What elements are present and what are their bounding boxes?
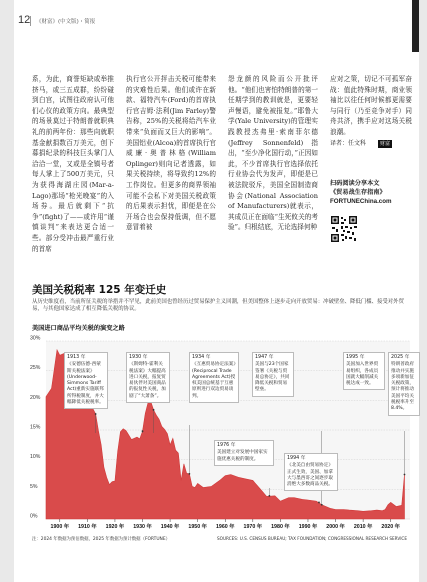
x-tick-label: 1900 年 <box>50 524 70 530</box>
annotation-dot <box>268 495 270 497</box>
translator-line <box>330 139 412 150</box>
x-tick-label: 1970 年 <box>243 524 263 530</box>
annotation-text: 美国加入世界贸易组织，各成员国就大幅削减关税达成一致。 <box>346 362 379 387</box>
annotation-text: 《斯姆特-霍利关税法案》大幅提高进口关税，报复贸易伙伴对美国商品的报复性关税，加剧了“大萧条”。 <box>129 362 166 399</box>
chart-source: SOURCES: U.S. CENSUS BUREAU; TAX FOUNDATION; CONGRESSIONAL RESEARCH SERVICE <box>217 536 407 541</box>
y-tick-label: 5% <box>30 483 38 490</box>
article-column-1 <box>32 74 114 254</box>
translator-credit: 译者：任文科 <box>330 139 367 147</box>
x-tick-label: 1990 年 <box>298 524 318 530</box>
qr-code-icon[interactable] <box>330 215 358 243</box>
article-column-4 <box>330 74 412 149</box>
chart-credit: 注：2024 年数据为预估数据，2025 年数据为预计数据（FORTUNE） <box>32 537 171 542</box>
annotation-text: 美国建立对发展中国家实施优惠关税的制度。 <box>217 450 268 462</box>
x-tick-label: 2000 年 <box>326 524 345 530</box>
section-side-tab <box>412 0 419 52</box>
annotation-year: 1934 年 <box>192 355 211 360</box>
annotation-dot <box>188 473 190 475</box>
annotation-text: 《安德伍德-西蒙斯关税法案》(Underwood-Simmons Tariff Act)重新实施联邦所得税制度，并大幅降低关税税率。 <box>67 362 104 406</box>
annotation-year: 1947 年 <box>255 355 274 360</box>
y-tick-label: 0% <box>30 513 38 520</box>
annotation-text: 美国与23个国家签署《关税与贸易总协定》，共同降低关税和贸易壁垒。 <box>255 362 290 393</box>
annotation-year: 1976 年 <box>217 443 236 448</box>
annotation-year: 1995 年 <box>346 355 365 360</box>
annotation-year: 1913 年 <box>67 355 86 360</box>
annotation-dot <box>142 430 144 432</box>
annotation-dot <box>404 474 406 476</box>
promo-line-1: 扫码阅读分享本文 <box>330 180 380 187</box>
chart-annotation <box>189 352 239 403</box>
chart-annotation <box>343 352 385 390</box>
y-tick-label: 25% <box>30 365 41 372</box>
x-tick-label: 1930 年 <box>133 524 152 530</box>
chart-annotation <box>64 352 108 409</box>
article-text-col1: 系，为此，商誉矩缺或举推挤马，或三五成群，纷纷碰到白宫，试图往政府认可他们心仪的政策方向。最典型的场景莫过于特朗普就职典礼的前两年份：那些向就职基金献捐数百万美元，创下募捐纪录的科技巨头掌门人洽洽一堂，又或是全镇号者每人掌上了500万美元，只为获得海湖庄园(Mar-a-Lago)那场“枪光晚宴”的入场券。最后就剩下“抗争”(fight)了——或许用“谨慎谈判”来表达更合适一些。部分受冲击最严重行业的首席 <box>32 75 114 253</box>
annotation-text: 特朗普政府推动并实施多项新加征关税政策，预计将推动美国平均关税税率升至8.4%。 <box>391 362 414 412</box>
x-tick-label: 2020 年 <box>381 524 400 530</box>
running-head: 《财富》(中文版)・简报 <box>36 19 96 25</box>
chart-annotation <box>284 453 338 491</box>
section-end-tag: 财富 <box>380 140 391 147</box>
article-text-col2: 执行官公开抨击关税可能带来的灾难性后果。他们或许在新款、福特汽车(Ford)的首席执行官吉姆·法利(Jim Farley)警告称，25%的关税将给汽车业带来“负面而又巨大的影响”。美国铝业(Alcoa)的首席执行官威廉·奥普林格(William Oplinger)则向记者透露，如果关税持续，将导致约12%的工作岗位。但更多的商界领袖可能不会私下对美国关税政策的后果表示担忧，即便是在公开场合也会保持低调，但不愿意冒着被 <box>126 75 216 232</box>
page-number: 12 <box>18 14 31 26</box>
annotation-year: 1994 年 <box>287 456 306 461</box>
article-text-col4: 应对之策，切记不可孤军奋战：值此特殊时期，商业领袖比以往任何时候都更需要与同行（乃至竞争对手）同舟共济，携手应对这场关税浪潮。 <box>330 75 412 136</box>
annotation-dot <box>321 504 323 506</box>
promo-site[interactable]: FORTUNEChina.com <box>330 198 392 205</box>
chart-section-title: 美国关税税率 125 年变迁史 <box>32 284 167 296</box>
chart-annotation <box>252 352 294 397</box>
annotation-dot <box>318 501 320 503</box>
share-promo <box>330 179 412 205</box>
x-tick-label: 1960 年 <box>215 524 235 530</box>
x-tick-label: 1920 年 <box>105 524 125 530</box>
magazine-page <box>14 0 419 582</box>
article-column-2 <box>126 74 216 233</box>
annotation-dot <box>95 413 97 415</box>
x-tick-label: 1950 年 <box>188 524 207 530</box>
header-divider <box>30 16 31 26</box>
promo-line-2: 《贸易战生存指南》 <box>330 189 386 196</box>
x-tick-label: 1910 年 <box>78 524 97 530</box>
annotation-dot <box>153 409 155 411</box>
x-tick-label: 1980 年 <box>271 524 290 530</box>
x-tick-label: 1940 年 <box>160 524 180 530</box>
article-text-col3: 怨龙颜的风险而公开批评他。“他们也害怕特朗普的第一任期学到的教训就是，更要轻声慢语，避免被报复。”耶鲁大学(Yale University)的管理实践教授杰弗里·索南菲尔德(Jeffrey Sonnenfeld)指出，“至少净化国行动，”正因如此，不少首席执行官选择依托行业协会代为发声，即便是已被法院驳斥，美国全国制造商协会(National Association of Manufacturers)就表示，其成员正在面临“生死攸关的考验”。归根结底，无论选择何种 <box>228 75 318 232</box>
y-tick-label: 10% <box>30 454 41 461</box>
chart-section-intro: 从历史维度看，当前所征关税的举措并不罕见，此前美国也曾经历过贸易保护主义回潮，但美国整体上逐步走向开放贸易：冲破壁垒、降低门槛、接受对外贸易，与其他国家达成了相互降低关税的协议。 <box>32 299 404 313</box>
y-tick-label: 20% <box>30 394 41 401</box>
chart-annotation <box>214 440 274 466</box>
y-tick-label: 30% <box>30 335 41 342</box>
x-tick-label: 2010 年 <box>353 524 373 530</box>
annotation-year: 2025 年 <box>391 355 410 360</box>
chart-annotation <box>388 352 420 416</box>
annotation-text: 《互惠贸易协定法案》(Reciprocal Trade Agreements Act)授权美国总统基于互惠原则进行双边贸易谈判。 <box>192 362 236 399</box>
annotation-text: 《北美自由贸易协定》正式生效，美国、加拿大与墨西哥之间逐步取消绝大多数商品关税。 <box>287 463 333 488</box>
chart-subtitle: 美国进口商品平均关税的演变之路 <box>32 325 125 332</box>
chart-annotation <box>126 352 170 403</box>
annotation-year: 1930 年 <box>129 355 148 360</box>
article-column-3 <box>228 74 318 233</box>
y-tick-label: 15% <box>30 424 41 431</box>
